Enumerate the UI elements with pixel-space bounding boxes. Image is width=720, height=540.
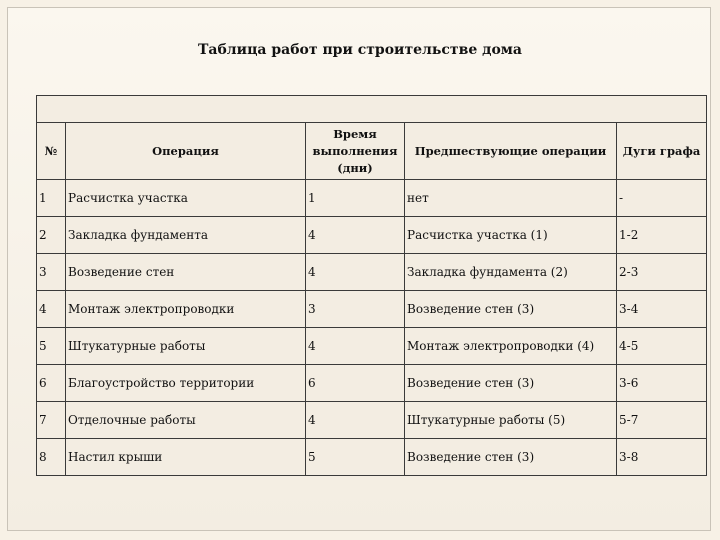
row-days: 6 xyxy=(306,365,405,402)
page-title: Таблица работ при строительстве дома xyxy=(197,42,523,58)
empty-band-cell xyxy=(37,96,707,123)
row-predecessors: Возведение стен (3) xyxy=(405,291,617,328)
row-predecessors: Закладка фундамента (2) xyxy=(405,254,617,291)
row-num: 4 xyxy=(37,291,66,328)
header-operation: Операция xyxy=(66,123,306,180)
row-operation: Настил крыши xyxy=(66,439,306,476)
row-num: 2 xyxy=(37,217,66,254)
row-arc: 1-2 xyxy=(617,217,707,254)
header-predecessors: Предшествующие операции xyxy=(405,123,617,180)
table-row xyxy=(37,439,707,476)
header-arcs: Дуги графа xyxy=(617,123,707,180)
row-predecessors: Расчистка участка (1) xyxy=(405,217,617,254)
row-num: 7 xyxy=(37,402,66,439)
row-arc: 2-3 xyxy=(617,254,707,291)
row-predecessors: Штукатурные работы (5) xyxy=(405,402,617,439)
row-days: 4 xyxy=(306,402,405,439)
row-operation: Отделочные работы xyxy=(66,402,306,439)
row-days: 4 xyxy=(306,254,405,291)
table-row xyxy=(37,217,707,254)
row-predecessors: нет xyxy=(405,180,617,217)
row-operation: Штукатурные работы xyxy=(66,328,306,365)
table-row xyxy=(37,365,707,402)
row-operation: Возведение стен xyxy=(66,254,306,291)
row-days: 4 xyxy=(306,217,405,254)
table-row xyxy=(37,180,707,217)
row-days: 3 xyxy=(306,291,405,328)
row-days: 5 xyxy=(306,439,405,476)
row-num: 6 xyxy=(37,365,66,402)
table-top-band xyxy=(37,96,707,123)
row-predecessors: Возведение стен (3) xyxy=(405,365,617,402)
table-header-row xyxy=(37,123,707,180)
row-arc: 3-4 xyxy=(617,291,707,328)
row-arc: 3-8 xyxy=(617,439,707,476)
row-num: 5 xyxy=(37,328,66,365)
row-days: 4 xyxy=(306,328,405,365)
row-operation: Закладка фундамента xyxy=(66,217,306,254)
row-arc: 4-5 xyxy=(617,328,707,365)
row-operation: Благоустройство территории xyxy=(66,365,306,402)
row-arc: 5-7 xyxy=(617,402,707,439)
table-row xyxy=(37,291,707,328)
row-arc: - xyxy=(617,180,707,217)
row-num: 1 xyxy=(37,180,66,217)
row-predecessors: Возведение стен (3) xyxy=(405,439,617,476)
row-operation: Расчистка участка xyxy=(66,180,306,217)
table-row xyxy=(37,402,707,439)
row-num: 8 xyxy=(37,439,66,476)
header-duration: Время выполнения (дни) xyxy=(306,123,405,180)
row-days: 1 xyxy=(306,180,405,217)
row-num: 3 xyxy=(37,254,66,291)
header-num: № xyxy=(37,123,66,180)
table-row xyxy=(37,254,707,291)
works-table xyxy=(36,95,707,476)
table-row xyxy=(37,328,707,365)
row-arc: 3-6 xyxy=(617,365,707,402)
row-predecessors: Монтаж электропроводки (4) xyxy=(405,328,617,365)
row-operation: Монтаж электропроводки xyxy=(66,291,306,328)
